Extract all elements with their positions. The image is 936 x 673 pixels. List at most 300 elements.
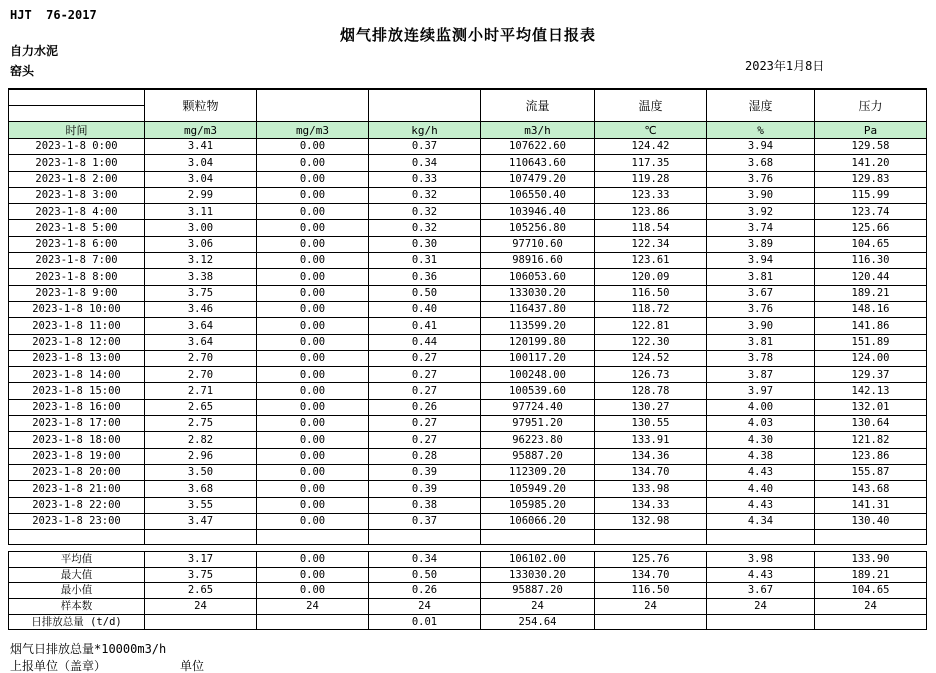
- summary-cell: 24: [707, 599, 815, 615]
- data-cell: 132.98: [595, 513, 707, 529]
- summary-cell: 104.65: [815, 583, 927, 599]
- data-cell: 3.38: [145, 269, 257, 285]
- data-cell: 126.73: [595, 367, 707, 383]
- unit-label: 单位: [180, 659, 205, 673]
- data-cell: 122.34: [595, 236, 707, 252]
- hourly-data-row: [9, 318, 927, 334]
- header-pollutant-cell: [257, 89, 369, 122]
- header-unit-cell: mg/m3: [257, 122, 369, 139]
- data-cell: 3.76: [707, 301, 815, 317]
- summary-row: [9, 583, 927, 599]
- report-unit-label: 上报单位（盖章）: [10, 659, 107, 673]
- data-cell: 3.90: [707, 187, 815, 203]
- data-cell: 2023-1-8 12:00: [9, 334, 145, 350]
- data-cell: 0.00: [257, 204, 369, 220]
- empty-cell: [257, 530, 369, 545]
- header-split-bottom: [9, 106, 144, 121]
- data-cell: 0.37: [369, 513, 481, 529]
- data-cell: 143.68: [815, 481, 927, 497]
- data-cell: 0.31: [369, 253, 481, 269]
- summary-cell: 平均值: [9, 552, 145, 568]
- data-cell: 2023-1-8 22:00: [9, 497, 145, 513]
- data-cell: 97724.40: [481, 399, 595, 415]
- data-cell: 2023-1-8 7:00: [9, 253, 145, 269]
- data-cell: 0.00: [257, 269, 369, 285]
- hourly-data-row: [9, 350, 927, 366]
- data-cell: 0.44: [369, 334, 481, 350]
- data-cell: 3.90: [707, 318, 815, 334]
- data-cell: 130.27: [595, 399, 707, 415]
- data-cell: 0.28: [369, 448, 481, 464]
- data-cell: 4.34: [707, 513, 815, 529]
- hourly-data-row: [9, 464, 927, 480]
- data-cell: 141.31: [815, 497, 927, 513]
- data-cell: 2023-1-8 23:00: [9, 513, 145, 529]
- data-cell: 3.50: [145, 464, 257, 480]
- data-cell: 134.33: [595, 497, 707, 513]
- data-cell: 97710.60: [481, 236, 595, 252]
- data-cell: 123.33: [595, 187, 707, 203]
- data-cell: 3.11: [145, 204, 257, 220]
- header-unit-cell: kg/h: [369, 122, 481, 139]
- data-cell: 103946.40: [481, 204, 595, 220]
- summary-row: [9, 552, 927, 568]
- hourly-data-row: [9, 513, 927, 529]
- data-cell: 3.94: [707, 253, 815, 269]
- data-cell: 2023-1-8 0:00: [9, 139, 145, 155]
- data-cell: 0.00: [257, 383, 369, 399]
- summary-cell: [707, 614, 815, 630]
- hourly-data-row: [9, 187, 927, 203]
- summary-cell: [257, 614, 369, 630]
- data-cell: 3.67: [707, 285, 815, 301]
- data-cell: 3.68: [145, 481, 257, 497]
- data-cell: 133.98: [595, 481, 707, 497]
- data-cell: 3.75: [145, 285, 257, 301]
- header-pollutant-cell: 流量: [481, 89, 595, 122]
- data-cell: 110643.60: [481, 155, 595, 171]
- hourly-data-row: [9, 204, 927, 220]
- data-cell: 0.00: [257, 155, 369, 171]
- hourly-data-row: [9, 432, 927, 448]
- hourly-data-row: [9, 448, 927, 464]
- data-cell: 2023-1-8 13:00: [9, 350, 145, 366]
- data-cell: 116.50: [595, 285, 707, 301]
- summary-cell: 3.98: [707, 552, 815, 568]
- data-cell: 2023-1-8 3:00: [9, 187, 145, 203]
- data-cell: 124.00: [815, 350, 927, 366]
- data-cell: 106550.40: [481, 187, 595, 203]
- hourly-data-row: [9, 139, 927, 155]
- header-unit-cell: mg/m3: [145, 122, 257, 139]
- summary-cell: 最小值: [9, 583, 145, 599]
- data-cell: 155.87: [815, 464, 927, 480]
- summary-cell: 116.50: [595, 583, 707, 599]
- data-cell: 3.00: [145, 220, 257, 236]
- summary-cell: 24: [815, 599, 927, 615]
- summary-cell: [595, 614, 707, 630]
- data-cell: 129.83: [815, 171, 927, 187]
- data-cell: 189.21: [815, 285, 927, 301]
- data-cell: 0.32: [369, 220, 481, 236]
- data-cell: 133030.20: [481, 285, 595, 301]
- data-cell: 0.26: [369, 399, 481, 415]
- data-cell: 0.00: [257, 350, 369, 366]
- data-cell: 4.00: [707, 399, 815, 415]
- hourly-data-row: [9, 171, 927, 187]
- data-cell: 4.30: [707, 432, 815, 448]
- data-cell: 124.42: [595, 139, 707, 155]
- data-cell: 2023-1-8 20:00: [9, 464, 145, 480]
- summary-cell: 106102.00: [481, 552, 595, 568]
- summary-cell: 3.75: [145, 567, 257, 583]
- data-cell: 4.43: [707, 464, 815, 480]
- data-cell: 2023-1-8 5:00: [9, 220, 145, 236]
- summary-row: [9, 599, 927, 615]
- data-cell: 3.47: [145, 513, 257, 529]
- data-cell: 100248.00: [481, 367, 595, 383]
- data-cell: 3.46: [145, 301, 257, 317]
- hourly-data-row: [9, 481, 927, 497]
- data-cell: 0.00: [257, 285, 369, 301]
- data-cell: 106066.20: [481, 513, 595, 529]
- summary-cell: 189.21: [815, 567, 927, 583]
- header-time-split-cell: [9, 89, 145, 122]
- data-cell: 120199.80: [481, 334, 595, 350]
- data-cell: 2.96: [145, 448, 257, 464]
- summary-cell: 2.65: [145, 583, 257, 599]
- data-cell: 0.00: [257, 139, 369, 155]
- summary-cell: 0.00: [257, 567, 369, 583]
- data-cell: 0.00: [257, 481, 369, 497]
- data-cell: 0.00: [257, 399, 369, 415]
- data-cell: 123.86: [595, 204, 707, 220]
- data-cell: 2023-1-8 15:00: [9, 383, 145, 399]
- data-cell: 0.36: [369, 269, 481, 285]
- data-cell: 123.86: [815, 448, 927, 464]
- data-cell: 2023-1-8 4:00: [9, 204, 145, 220]
- data-cell: 0.37: [369, 139, 481, 155]
- main-table-body: [9, 89, 927, 545]
- data-cell: 0.30: [369, 236, 481, 252]
- hourly-data-row: [9, 416, 927, 432]
- data-cell: 2023-1-8 9:00: [9, 285, 145, 301]
- data-cell: 0.00: [257, 187, 369, 203]
- data-cell: 97951.20: [481, 416, 595, 432]
- data-cell: 117.35: [595, 155, 707, 171]
- summary-cell: 24: [145, 599, 257, 615]
- data-cell: 0.38: [369, 497, 481, 513]
- data-cell: 105256.80: [481, 220, 595, 236]
- summary-cell: 24: [369, 599, 481, 615]
- header-split-top: [9, 90, 144, 106]
- summary-cell: 0.50: [369, 567, 481, 583]
- summary-cell: 0.00: [257, 552, 369, 568]
- data-cell: 0.00: [257, 513, 369, 529]
- summary-cell: 133.90: [815, 552, 927, 568]
- header-row-pollutants: [9, 89, 927, 122]
- summary-cell: 0.00: [257, 583, 369, 599]
- header-pollutant-cell: 温度: [595, 89, 707, 122]
- summary-cell: 24: [595, 599, 707, 615]
- data-cell: 0.32: [369, 187, 481, 203]
- data-cell: 3.64: [145, 318, 257, 334]
- monitoring-point: 窑头: [10, 64, 35, 78]
- empty-cell: [9, 530, 145, 545]
- data-cell: 3.76: [707, 171, 815, 187]
- data-cell: 124.52: [595, 350, 707, 366]
- summary-cell: 日排放总量 (t/d): [9, 614, 145, 630]
- data-cell: 2023-1-8 14:00: [9, 367, 145, 383]
- header-pollutant-cell: 颗粒物: [145, 89, 257, 122]
- data-cell: 113599.20: [481, 318, 595, 334]
- data-cell: 121.82: [815, 432, 927, 448]
- summary-cell: 24: [257, 599, 369, 615]
- data-cell: 141.86: [815, 318, 927, 334]
- data-cell: 0.00: [257, 171, 369, 187]
- data-cell: 3.04: [145, 155, 257, 171]
- standard-code: HJT 76-2017: [10, 8, 97, 22]
- data-cell: 123.74: [815, 204, 927, 220]
- summary-cell: 125.76: [595, 552, 707, 568]
- data-cell: 107479.20: [481, 171, 595, 187]
- data-cell: 3.94: [707, 139, 815, 155]
- data-cell: 2.70: [145, 367, 257, 383]
- data-cell: 3.12: [145, 253, 257, 269]
- summary-table-body: [9, 552, 927, 630]
- summary-cell: 最大值: [9, 567, 145, 583]
- summary-table: [8, 551, 927, 630]
- header-row-units: [9, 122, 927, 139]
- header-pollutant-cell: 湿度: [707, 89, 815, 122]
- data-cell: 107622.60: [481, 139, 595, 155]
- data-cell: 125.66: [815, 220, 927, 236]
- data-cell: 128.78: [595, 383, 707, 399]
- data-cell: 3.81: [707, 269, 815, 285]
- data-cell: 0.39: [369, 481, 481, 497]
- data-cell: 2023-1-8 10:00: [9, 301, 145, 317]
- hourly-data-row: [9, 367, 927, 383]
- company-name: 自力水泥: [10, 44, 59, 58]
- data-cell: 0.00: [257, 236, 369, 252]
- data-cell: 106053.60: [481, 269, 595, 285]
- data-cell: 141.20: [815, 155, 927, 171]
- summary-cell: 24: [481, 599, 595, 615]
- data-cell: 0.00: [257, 432, 369, 448]
- data-cell: 0.00: [257, 367, 369, 383]
- data-cell: 0.32: [369, 204, 481, 220]
- data-cell: 3.68: [707, 155, 815, 171]
- header-unit-cell: ℃: [595, 122, 707, 139]
- empty-cell: [481, 530, 595, 545]
- data-cell: 2023-1-8 16:00: [9, 399, 145, 415]
- data-cell: 3.97: [707, 383, 815, 399]
- data-cell: 2023-1-8 21:00: [9, 481, 145, 497]
- header-unit-cell: %: [707, 122, 815, 139]
- data-cell: 0.00: [257, 464, 369, 480]
- summary-cell: 133030.20: [481, 567, 595, 583]
- empty-row: [9, 530, 927, 545]
- data-cell: 3.92: [707, 204, 815, 220]
- data-cell: 0.27: [369, 432, 481, 448]
- data-cell: 0.00: [257, 253, 369, 269]
- data-cell: 2.71: [145, 383, 257, 399]
- data-cell: 2.75: [145, 416, 257, 432]
- data-cell: 3.78: [707, 350, 815, 366]
- data-cell: 95887.20: [481, 448, 595, 464]
- hourly-data-row: [9, 155, 927, 171]
- data-cell: 100539.60: [481, 383, 595, 399]
- data-cell: 112309.20: [481, 464, 595, 480]
- data-cell: 3.04: [145, 171, 257, 187]
- data-cell: 3.87: [707, 367, 815, 383]
- summary-cell: 95887.20: [481, 583, 595, 599]
- data-cell: 4.38: [707, 448, 815, 464]
- data-cell: 0.33: [369, 171, 481, 187]
- data-cell: 129.58: [815, 139, 927, 155]
- data-cell: 2023-1-8 19:00: [9, 448, 145, 464]
- header-pollutant-cell: 压力: [815, 89, 927, 122]
- data-cell: 3.55: [145, 497, 257, 513]
- hourly-data-row: [9, 399, 927, 415]
- empty-cell: [595, 530, 707, 545]
- summary-row: [9, 567, 927, 583]
- data-cell: 104.65: [815, 236, 927, 252]
- data-cell: 0.50: [369, 285, 481, 301]
- data-cell: 134.36: [595, 448, 707, 464]
- hourly-data-row: [9, 269, 927, 285]
- hourly-data-row: [9, 383, 927, 399]
- daily-total-note: 烟气日排放总量*10000m3/h: [10, 642, 167, 656]
- summary-row: [9, 614, 927, 630]
- data-cell: 129.37: [815, 367, 927, 383]
- data-cell: 151.89: [815, 334, 927, 350]
- hourly-data-row: [9, 236, 927, 252]
- data-cell: 105949.20: [481, 481, 595, 497]
- data-cell: 0.39: [369, 464, 481, 480]
- data-cell: 0.27: [369, 350, 481, 366]
- data-cell: 3.74: [707, 220, 815, 236]
- data-cell: 119.28: [595, 171, 707, 187]
- data-cell: 134.70: [595, 464, 707, 480]
- data-cell: 115.99: [815, 187, 927, 203]
- data-cell: 2.99: [145, 187, 257, 203]
- data-cell: 4.03: [707, 416, 815, 432]
- summary-cell: 3.17: [145, 552, 257, 568]
- data-cell: 2.70: [145, 350, 257, 366]
- data-cell: 98916.60: [481, 253, 595, 269]
- data-cell: 4.40: [707, 481, 815, 497]
- summary-cell: 254.64: [481, 614, 595, 630]
- data-cell: 2023-1-8 8:00: [9, 269, 145, 285]
- data-cell: 0.00: [257, 220, 369, 236]
- data-cell: 3.64: [145, 334, 257, 350]
- summary-cell: 3.67: [707, 583, 815, 599]
- data-cell: 0.34: [369, 155, 481, 171]
- data-cell: 116437.80: [481, 301, 595, 317]
- header-unit-cell: Pa: [815, 122, 927, 139]
- data-cell: 2.65: [145, 399, 257, 415]
- main-table: [8, 88, 927, 545]
- data-cell: 130.55: [595, 416, 707, 432]
- data-cell: 0.27: [369, 367, 481, 383]
- header-unit-cell: m3/h: [481, 122, 595, 139]
- data-cell: 148.16: [815, 301, 927, 317]
- empty-cell: [369, 530, 481, 545]
- hourly-data-row: [9, 220, 927, 236]
- summary-cell: 样本数: [9, 599, 145, 615]
- data-cell: 118.72: [595, 301, 707, 317]
- summary-cell: 0.34: [369, 552, 481, 568]
- data-cell: 2023-1-8 18:00: [9, 432, 145, 448]
- data-cell: 132.01: [815, 399, 927, 415]
- data-cell: 96223.80: [481, 432, 595, 448]
- data-cell: 0.27: [369, 383, 481, 399]
- data-cell: 0.40: [369, 301, 481, 317]
- data-cell: 120.09: [595, 269, 707, 285]
- data-cell: 133.91: [595, 432, 707, 448]
- empty-cell: [815, 530, 927, 545]
- summary-cell: [145, 614, 257, 630]
- data-cell: 4.43: [707, 497, 815, 513]
- data-cell: 122.81: [595, 318, 707, 334]
- data-cell: 2023-1-8 1:00: [9, 155, 145, 171]
- summary-cell: [815, 614, 927, 630]
- empty-cell: [707, 530, 815, 545]
- data-cell: 2.82: [145, 432, 257, 448]
- data-cell: 0.00: [257, 301, 369, 317]
- hourly-data-row: [9, 497, 927, 513]
- data-cell: 0.00: [257, 497, 369, 513]
- data-cell: 3.89: [707, 236, 815, 252]
- hourly-data-row: [9, 285, 927, 301]
- data-cell: 0.00: [257, 334, 369, 350]
- data-cell: 123.61: [595, 253, 707, 269]
- header-pollutant-cell: [369, 89, 481, 122]
- data-cell: 3.81: [707, 334, 815, 350]
- report-date: 2023年1月8日: [745, 59, 825, 73]
- data-cell: 130.64: [815, 416, 927, 432]
- data-cell: 2023-1-8 6:00: [9, 236, 145, 252]
- summary-cell: 0.01: [369, 614, 481, 630]
- data-cell: 100117.20: [481, 350, 595, 366]
- data-cell: 2023-1-8 11:00: [9, 318, 145, 334]
- hourly-data-row: [9, 334, 927, 350]
- data-cell: 0.00: [257, 318, 369, 334]
- header-unit-cell: 时间: [9, 122, 145, 139]
- data-cell: 2023-1-8 2:00: [9, 171, 145, 187]
- empty-cell: [145, 530, 257, 545]
- summary-cell: 134.70: [595, 567, 707, 583]
- data-cell: 116.30: [815, 253, 927, 269]
- data-cell: 3.06: [145, 236, 257, 252]
- data-cell: 120.44: [815, 269, 927, 285]
- data-cell: 0.00: [257, 416, 369, 432]
- data-cell: 0.41: [369, 318, 481, 334]
- data-cell: 105985.20: [481, 497, 595, 513]
- data-cell: 3.41: [145, 139, 257, 155]
- summary-cell: 4.43: [707, 567, 815, 583]
- data-cell: 2023-1-8 17:00: [9, 416, 145, 432]
- summary-cell: 0.26: [369, 583, 481, 599]
- data-cell: 122.30: [595, 334, 707, 350]
- hourly-data-row: [9, 301, 927, 317]
- data-cell: 130.40: [815, 513, 927, 529]
- page-title: 烟气排放连续监测小时平均值日报表: [339, 26, 596, 44]
- data-cell: 142.13: [815, 383, 927, 399]
- data-cell: 0.00: [257, 448, 369, 464]
- data-cell: 0.27: [369, 416, 481, 432]
